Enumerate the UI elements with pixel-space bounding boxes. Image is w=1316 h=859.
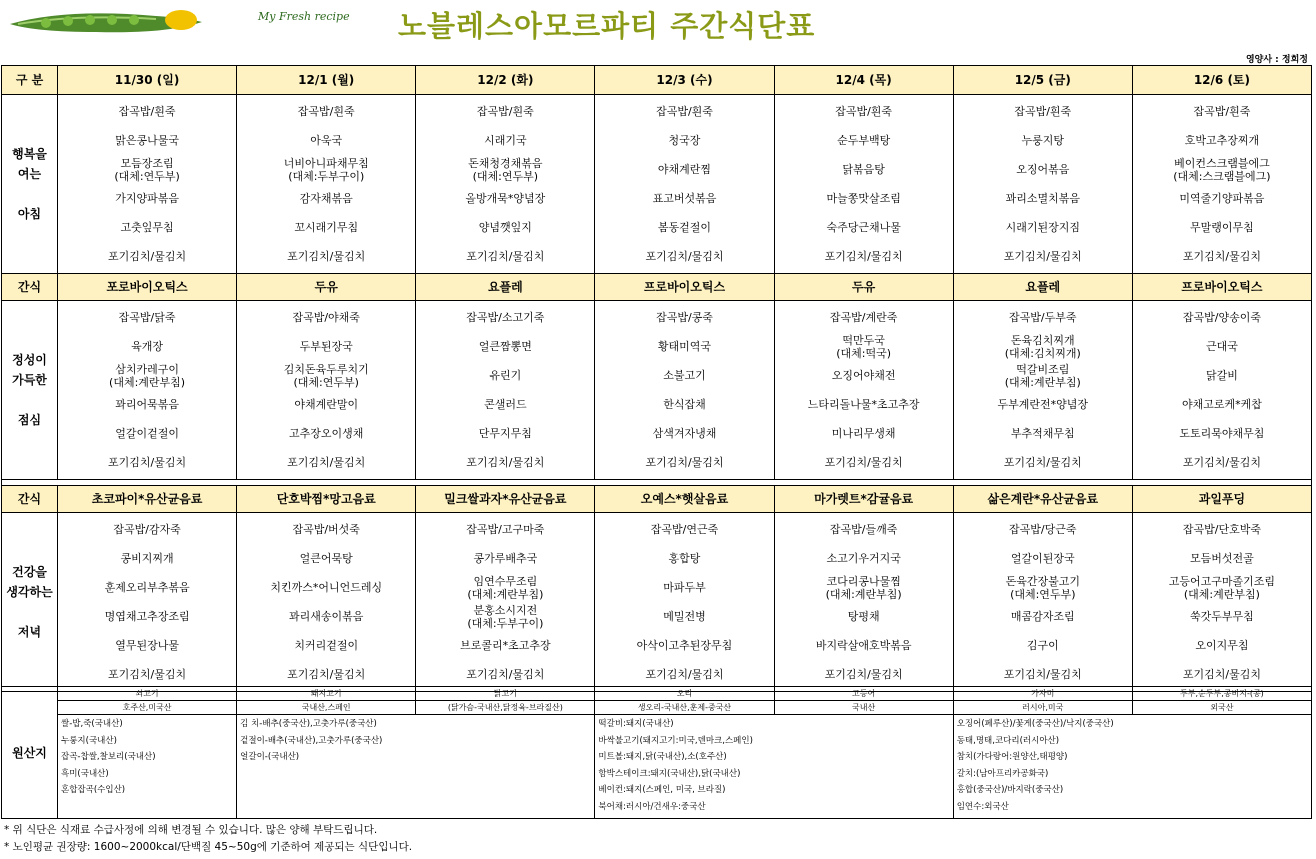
dinner-row	[2, 513, 1312, 692]
origin-header-0: 쇠고기	[58, 687, 237, 701]
dinner-label: 건강을 생각하는 저녁	[2, 513, 58, 692]
breakfast-dish: 잡곡밥/흰죽	[1014, 105, 1072, 118]
breakfast-dish: 잡곡밥/흰죽	[118, 105, 176, 118]
lunch-row	[2, 301, 1312, 480]
breakfast-dish: 맑은콩나물국	[115, 134, 179, 147]
day-header-3: 12/3 (수)	[595, 66, 774, 95]
origin-line: 김 치-배추(중국산),고춧가루(중국산)	[240, 719, 377, 729]
origin-header-2: 닭고기	[416, 687, 595, 701]
lunch-dish: 삼치카레구이 (대체:계란부침)	[109, 362, 186, 389]
breakfast-dish: 돈채청경채볶음 (대체:연두부)	[468, 156, 543, 183]
lunch-dish: 김치돈육두루치기 (대체:연두부)	[283, 362, 369, 389]
origin-list-row	[2, 715, 1312, 819]
breakfast-dish: 가지양파볶음	[115, 192, 179, 205]
breakfast-dish: 청국장	[668, 134, 701, 147]
origin-line: 참치(가다랑어:원양산,태평양)	[956, 752, 1068, 762]
snack1-item-2: 요플레	[416, 274, 595, 301]
dinner-dish: 얼갈이된장국	[1010, 552, 1075, 565]
dinner-dish: 콩가루배추국	[473, 552, 538, 565]
breakfast-dish: 무말랭이무침	[1190, 221, 1254, 234]
breakfast-dish: 포기김치/물김치	[108, 250, 187, 263]
origin-list2	[237, 715, 595, 819]
breakfast-dish: 닭볶음탕	[842, 163, 885, 176]
dinner-dish: 잡곡밥/당근죽	[1009, 523, 1077, 536]
breakfast-dish: 잡곡밥/흰죽	[1193, 105, 1251, 118]
dinner-cell-3	[595, 513, 774, 692]
origin-table	[1, 686, 1312, 819]
origin-header-6: 두부,순두부,콩비지-(콩)	[1132, 687, 1311, 701]
dinner-dish: 소고기우거지국	[826, 552, 901, 565]
lunch-dish: 포기김치/물김치	[1003, 456, 1082, 469]
lunch-dish: 삼색겨자냉채	[652, 427, 717, 440]
breakfast-dish: 포기김치/물김치	[466, 250, 545, 263]
lunch-dish: 야채계란말이	[294, 398, 359, 411]
origin-line: 겉절이-배추(국내산),고춧가루(중국산)	[240, 735, 383, 746]
origin-line: 잡곡-찹쌀,찰보리(국내산)	[61, 752, 156, 762]
snack1-item-4: 두유	[774, 274, 953, 301]
lunch-dish: 잡곡밥/양송이죽	[1182, 311, 1261, 324]
dinner-dish: 코다리콩나물찜 (대체:계란부침)	[825, 574, 902, 601]
day-header-6: 12/6 (토)	[1132, 66, 1311, 95]
dinner-dish: 임연수무조림 (대체:계란부침)	[467, 574, 544, 601]
dinner-dish: 잡곡밥/감자죽	[113, 523, 181, 536]
snack1-item-1: 두유	[237, 274, 416, 301]
lunch-dish: 단무지무침	[478, 427, 532, 440]
breakfast-dish: 모듬장조림 (대체:연두부)	[114, 156, 180, 183]
snack1-row	[2, 274, 1312, 301]
day-header-0: 11/30 (일)	[58, 66, 237, 95]
breakfast-dish: 잡곡밥/흰죽	[297, 105, 355, 118]
footnote-2: * 노인평균 권장량: 1600~2000kcal/단백질 45~50g에 기준하여 제공되는 식단입니다.	[4, 841, 413, 853]
corner-label: 구 분	[2, 66, 58, 95]
footnotes	[4, 822, 412, 856]
breakfast-dish: 올방개묵*양념장	[465, 192, 546, 205]
lunch-dish: 고추장오이생채	[289, 427, 364, 440]
dinner-dish: 홍합탕	[668, 552, 701, 565]
snack2-item-1: 단호박찜*망고음료	[237, 486, 416, 513]
breakfast-dish: 오징어볶음	[1016, 163, 1070, 176]
lunch-cell-4	[774, 301, 953, 480]
breakfast-dish: 야채계란찜	[657, 163, 712, 176]
lunch-dish: 떡갈비조림 (대체:계란부침)	[1004, 362, 1081, 389]
origin-header-row	[2, 687, 1312, 701]
page-header	[0, 0, 1316, 64]
breakfast-cell-2	[416, 95, 595, 274]
lunch-dish: 포기김치/물김치	[1182, 456, 1261, 469]
day-header-row	[2, 66, 1312, 95]
dinner-dish: 포기김치/물김치	[287, 668, 366, 681]
breakfast-dish: 포기김치/물김치	[645, 250, 724, 263]
breakfast-dish: 표고버섯볶음	[652, 192, 717, 205]
lunch-dish: 근대국	[1205, 340, 1238, 353]
breakfast-dish: 시래기국	[484, 134, 527, 147]
dinner-dish: 돈육간장불고기 (대체:연두부)	[1005, 574, 1080, 601]
lunch-dish: 떡만두국 (대체:떡국)	[836, 333, 892, 360]
origin-value-5: 러시아,미국	[953, 701, 1132, 715]
breakfast-dish: 마늘쫑맛살조림	[826, 192, 901, 205]
snack1-item-0: 포로바이오틱스	[58, 274, 237, 301]
lunch-dish: 느타리돌나물*초고추장	[807, 398, 920, 411]
origin-line: 미트볼:돼지,닭(국내산),소(호주산)	[598, 752, 727, 762]
origin-line: 북어채:러시아/건새우:중국산	[598, 801, 706, 812]
dinner-dish: 치커리겉절이	[294, 639, 359, 652]
dinner-dish: 김구이	[1026, 639, 1059, 652]
breakfast-dish: 포기김치/물김치	[824, 250, 903, 263]
origin-list3	[595, 715, 953, 819]
dinner-dish: 쑥갓두부무침	[1190, 610, 1254, 623]
snack2-item-0: 초코파이*유산균음료	[58, 486, 237, 513]
origin-value-row	[2, 701, 1312, 715]
dinner-dish: 포기김치/물김치	[466, 668, 545, 681]
lunch-dish: 두부계란전*양념장	[997, 398, 1089, 411]
origin-header-1: 돼지고기	[237, 687, 416, 701]
lunch-dish: 두부된장국	[299, 340, 353, 353]
lunch-dish: 잡곡밥/야채죽	[292, 311, 360, 324]
breakfast-cell-3	[595, 95, 774, 274]
lunch-dish: 육개장	[131, 340, 164, 353]
dinner-cell-1	[237, 513, 416, 692]
origin-line: 얼갈이-(국내산)	[240, 752, 300, 762]
origin-line: 홍합(중국산)/바지락(중국산)	[956, 785, 1064, 795]
lunch-dish: 유린기	[489, 369, 522, 382]
dinner-dish: 분홍소시지전 (대체:두부구이)	[467, 603, 544, 630]
day-header-1: 12/1 (월)	[237, 66, 416, 95]
lunch-dish: 돈육김치찌개 (대체:김치찌개)	[1004, 333, 1081, 360]
dinner-dish: 포기김치/물김치	[1182, 668, 1261, 681]
lunch-dish: 오징어야채전	[831, 369, 896, 382]
snack2-item-5: 삶은계란*유산균음료	[953, 486, 1132, 513]
dinner-dish: 꽈리새송이볶음	[289, 610, 364, 623]
lunch-cell-3	[595, 301, 774, 480]
lunch-dish: 한식잡채	[663, 398, 706, 411]
lunch-dish: 잡곡밥/콩죽	[656, 311, 713, 324]
lunch-dish: 얼큰짬뽕면	[478, 340, 532, 353]
origin-value-3: 생오리-국내산,훈제-중국산	[595, 701, 774, 715]
breakfast-dish: 순두부백탕	[837, 134, 891, 147]
origin-list1	[58, 715, 237, 819]
lunch-dish: 포기김치/물김치	[645, 456, 724, 469]
breakfast-cell-0	[58, 95, 237, 274]
pea-pod-logo	[6, 6, 206, 36]
origin-value-0: 호주산,미국산	[58, 701, 237, 715]
dinner-dish: 브로콜리*초고추장	[460, 639, 551, 652]
origin-line: 혼합잡곡(수입산)	[61, 785, 126, 795]
dinner-dish: 잡곡밥/고구마죽	[466, 523, 545, 536]
origin-line: 바싹불고기(돼지고기:미국,덴마크,스페인)	[598, 735, 753, 746]
snack2-item-3: 오예스*햇살음료	[595, 486, 774, 513]
snack1-item-5: 요플레	[953, 274, 1132, 301]
dinner-dish: 명엽채고추장조림	[104, 610, 190, 623]
dinner-dish: 매콤감자조림	[1010, 610, 1075, 623]
origin-line: 갈치:(남아프리카공화국)	[956, 768, 1049, 779]
origin-header-3: 오리	[595, 687, 774, 701]
dinner-dish: 탕평채	[847, 610, 880, 623]
dinner-cell-2	[416, 513, 595, 692]
origin-value-4: 국내산	[774, 701, 953, 715]
lunch-cell-6	[1132, 301, 1311, 480]
lunch-dish: 황태미역국	[657, 340, 712, 353]
origin-title: 원산지	[2, 687, 58, 819]
breakfast-dish: 잡곡밥/흰죽	[835, 105, 893, 118]
dinner-dish: 잡곡밥/단호박죽	[1182, 523, 1261, 536]
origin-value-2: (닭가슴-국내산,닭정육-브라질산)	[416, 701, 595, 715]
breakfast-cell-4	[774, 95, 953, 274]
breakfast-dish: 시래기된장지짐	[1005, 221, 1080, 234]
snack1-label: 간식	[2, 274, 58, 301]
origin-line: 흑미(국내산)	[61, 768, 109, 779]
lunch-dish: 야채고로케*케찹	[1181, 398, 1262, 411]
lunch-dish: 포기김치/물김치	[466, 456, 545, 469]
weekly-menu-table	[1, 65, 1312, 692]
breakfast-dish: 베이컨스크램블에그 (대체:스크램블에그)	[1173, 156, 1271, 183]
breakfast-row	[2, 95, 1312, 274]
lunch-dish: 소불고기	[663, 369, 706, 382]
breakfast-cell-6	[1132, 95, 1311, 274]
lunch-dish: 꽈리어묵볶음	[115, 398, 179, 411]
logo-text: My Fresh recipe	[258, 10, 350, 23]
breakfast-dish: 잡곡밥/흰죽	[476, 105, 534, 118]
origin-line: 베이컨:돼지(스페인, 미국, 브라질)	[598, 785, 726, 795]
dinner-dish: 잡곡밥/연근죽	[650, 523, 719, 536]
breakfast-dish: 꼬시래기무침	[294, 221, 359, 234]
origin-line: 오징어(페루산)/꽃게(중국산)/낙지(중국산)	[956, 719, 1114, 729]
dinner-cell-6	[1132, 513, 1311, 692]
breakfast-cell-5	[953, 95, 1132, 274]
dietitian-label: 영양사 : 정희정	[1245, 55, 1308, 65]
snack2-row	[2, 486, 1312, 513]
breakfast-dish: 숙주당근채나물	[826, 221, 901, 234]
origin-line: 동태,명태,코다리(러시아산)	[956, 735, 1060, 746]
dinner-dish: 잡곡밥/들깨죽	[829, 523, 898, 536]
lunch-dish: 포기김치/물김치	[287, 456, 366, 469]
lunch-dish: 도토리묵야채무침	[1179, 427, 1265, 440]
lunch-dish: 잡곡밥/계란죽	[829, 311, 898, 324]
dinner-dish: 모듬버섯전골	[1190, 552, 1254, 565]
footnote-1: * 위 식단은 식재료 수급사정에 의해 변경될 수 있습니다. 많은 양해 부탁드립니다.	[4, 824, 378, 836]
origin-line: 쌀-밥,죽(국내산)	[61, 719, 123, 729]
page-title: 노블레스아모르파티 주간식단표	[398, 9, 816, 43]
dinner-cell-0	[58, 513, 237, 692]
breakfast-dish: 아욱국	[310, 134, 343, 147]
snack2-label: 간식	[2, 486, 58, 513]
origin-value-6: 외국산	[1132, 701, 1311, 715]
origin-list4	[953, 715, 1311, 819]
breakfast-label: 행복을 여는 아침	[2, 95, 58, 274]
lunch-dish: 포기김치/물김치	[108, 456, 187, 469]
lunch-dish: 미나리무생채	[831, 427, 896, 440]
dinner-dish: 훈제오리부추볶음	[104, 581, 190, 594]
lunch-cell-5	[953, 301, 1132, 480]
lunch-cell-2	[416, 301, 595, 480]
dinner-cell-4	[774, 513, 953, 692]
breakfast-dish: 포기김치/물김치	[1003, 250, 1082, 263]
snack1-item-6: 프로바이오틱스	[1132, 274, 1311, 301]
lunch-dish: 콘샐러드	[484, 398, 527, 411]
lunch-dish: 잡곡밥/두부죽	[1009, 311, 1077, 324]
breakfast-dish: 고춧잎무침	[120, 221, 174, 234]
snack2-item-2: 밀크쌀과자*유산균음료	[416, 486, 595, 513]
origin-line: 함박스테이크:돼지(국내산),닭(국내산)	[598, 768, 741, 779]
snack2-item-4: 마가렛트*감귤음료	[774, 486, 953, 513]
lunch-dish: 잡곡밥/소고기죽	[466, 311, 545, 324]
dinner-dish: 열무된장나물	[115, 639, 179, 652]
lunch-dish: 얼갈이겉절이	[115, 427, 179, 440]
dinner-dish: 메밀전병	[663, 610, 706, 623]
dinner-dish: 잡곡밥/버섯죽	[292, 523, 360, 536]
dinner-dish: 콩비지찌개	[120, 552, 174, 565]
day-header-4: 12/4 (목)	[774, 66, 953, 95]
breakfast-dish: 포기김치/물김치	[287, 250, 366, 263]
origin-header-4: 고등어	[774, 687, 953, 701]
dinner-dish: 바지락살애호박볶음	[815, 639, 912, 652]
dinner-dish: 고등어고구마졸기조림 (대체:계란부침)	[1168, 574, 1276, 601]
breakfast-dish: 누룽지탕	[1021, 134, 1065, 147]
breakfast-dish: 잡곡밥/흰죽	[656, 105, 713, 118]
lunch-cell-0	[58, 301, 237, 480]
lunch-label: 정성이 가득한 점심	[2, 301, 58, 480]
dinner-dish: 포기김치/물김치	[824, 668, 903, 681]
day-header-5: 12/5 (금)	[953, 66, 1132, 95]
breakfast-cell-1	[237, 95, 416, 274]
origin-header-5: 가자미	[953, 687, 1132, 701]
breakfast-dish: 양념깻잎지	[478, 221, 532, 234]
dinner-dish: 오이지무침	[1195, 639, 1249, 652]
lunch-dish: 닭갈비	[1205, 369, 1238, 382]
lunch-dish: 잡곡밥/닭죽	[118, 311, 176, 324]
breakfast-dish: 감자채볶음	[299, 192, 353, 205]
breakfast-dish: 호박고추장찌개	[1184, 134, 1260, 147]
dinner-dish: 포기김치/물김치	[108, 668, 187, 681]
breakfast-dish: 꽈리소멸치볶음	[1005, 192, 1080, 205]
dinner-dish: 치킨까스*어니언드레싱	[270, 581, 383, 594]
day-header-2: 12/2 (화)	[416, 66, 595, 95]
lunch-cell-1	[237, 301, 416, 480]
origin-line: 떡갈비:돼지(국내산)	[598, 719, 674, 729]
dinner-dish: 포기김치/물김치	[645, 668, 724, 681]
lunch-dish: 포기김치/물김치	[824, 456, 903, 469]
dinner-dish: 얼큰어묵탕	[299, 552, 353, 565]
dinner-dish: 마파두부	[663, 581, 706, 594]
dinner-cell-5	[953, 513, 1132, 692]
origin-value-1: 국내산,스페인	[237, 701, 416, 715]
origin-line: 누룽지(국내산)	[61, 735, 117, 746]
snack2-item-6: 과일푸딩	[1132, 486, 1311, 513]
breakfast-dish: 너비아니파채무침 (대체:두부구이)	[283, 156, 369, 183]
snack1-item-3: 프로바이오틱스	[595, 274, 774, 301]
dinner-dish: 포기김치/물김치	[1003, 668, 1082, 681]
breakfast-dish: 미역줄기양파볶음	[1179, 192, 1265, 205]
origin-line: 임연수:외국산	[956, 801, 1009, 812]
lunch-dish: 부추적채무침	[1010, 427, 1075, 440]
breakfast-dish: 포기김치/물김치	[1182, 250, 1261, 263]
dinner-dish: 아삭이고추된장무침	[636, 639, 733, 652]
breakfast-dish: 봄동겉절이	[657, 221, 712, 234]
